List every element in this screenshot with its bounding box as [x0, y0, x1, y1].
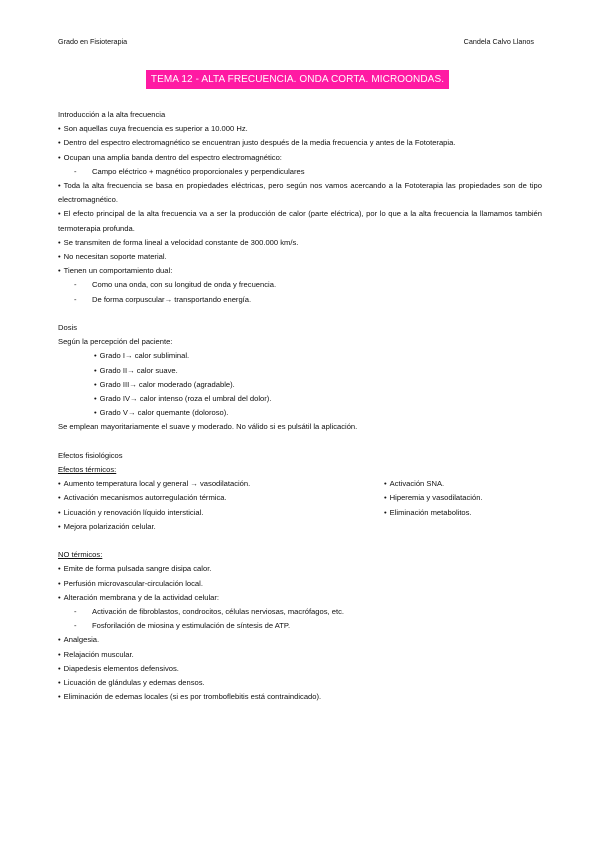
intro-bullet: • Ocupan una amplia banda dentro del espectro electromagnético:: [58, 151, 542, 165]
document-body: [58, 108, 542, 704]
no-termicos-item: • Diapedesis elementos defensivos.: [58, 662, 542, 676]
dosis-grade: • Grado V→ calor quemante (doloroso).: [58, 406, 542, 420]
intro-bullet: • El efecto principal de la alta frecuencia va a ser la producción de calor (parte eléctrica), por lo que a la alta frecuencia la llamamos también termoterapia profunda.: [58, 207, 542, 235]
dosis-heading: Dosis: [58, 323, 77, 333]
no-termicos-item: • Emite de forma pulsada sangre disipa calor.: [58, 562, 542, 576]
dosis-grade: • Grado III→ calor moderado (agradable).: [58, 378, 542, 392]
dosis-note: Se emplean mayoritariamente el suave y moderado. No válido si es pulsátil la aplicación.: [58, 422, 358, 432]
no-termicos-item: • Relajación muscular.: [58, 648, 542, 662]
document-title: TEMA 12 - ALTA FRECUENCIA. ONDA CORTA. MICROONDAS.: [146, 70, 449, 89]
no-termicos-subitem-text: Fosforilación de miosina y estimulación de síntesis de ATP.: [92, 621, 291, 631]
no-termicos-item: • Alteración membrana y de la actividad celular:: [58, 591, 542, 605]
intro-subitem-text: Como una onda, con su longitud de onda y frecuencia.: [92, 280, 277, 290]
termicos-item: • Activación SNA.: [384, 477, 542, 491]
no-termicos-subitem-text: Activación de fibroblastos, condrocitos, células nerviosas, macrófagos, etc.: [92, 607, 344, 617]
termicos-column-right: [384, 477, 542, 534]
intro-bullet: • Se transmiten de forma lineal a velocidad constante de 300.000 km/s.: [58, 236, 542, 250]
dash-marker: -: [74, 607, 77, 617]
intro-subitem-text: Campo eléctrico + magnético proporcionales y perpendiculares: [92, 166, 305, 176]
termicos-item: • Activación mecanismos autorregulación térmica.: [58, 491, 384, 505]
termicos-columns: [58, 477, 542, 534]
no-termicos-item: • Analgesia.: [58, 633, 542, 647]
no-termicos-subitem: [58, 605, 542, 619]
intro-subitem: [58, 165, 542, 179]
intro-bullet: • Tienen un comportamiento dual:: [58, 264, 542, 278]
intro-bullet: • Dentro del espectro electromagnético se encuentran justo después de la media frecuencia y antes de la Fototerapia.: [58, 136, 542, 150]
header-course: Grado en Fisioterapia: [58, 37, 128, 46]
dosis-grade: • Grado I→ calor subliminal.: [58, 349, 542, 363]
efectos-heading: Efectos fisiológicos: [58, 450, 123, 460]
dosis-intro: Según la percepción del paciente:: [58, 337, 173, 347]
termicos-item: • Hiperemia y vasodilatación.: [384, 491, 542, 505]
intro-bullet: • No necesitan soporte material.: [58, 250, 542, 264]
no-termicos-heading: NO térmicos:: [58, 550, 103, 560]
dosis-grade: • Grado IV→ calor intenso (roza el umbral del dolor).: [58, 392, 542, 406]
dosis-grade: • Grado II→ calor suave.: [58, 364, 542, 378]
dash-marker: -: [74, 294, 77, 304]
dash-marker: -: [74, 280, 77, 290]
intro-bullet: • Toda la alta frecuencia se basa en propiedades eléctricas, pero según nos vamos acercando a la Fototerapia las propiedades son de tipo electromagnético.: [58, 179, 542, 207]
no-termicos-item: • Perfusión microvascular-circulación local.: [58, 577, 542, 591]
termicos-column-left: [58, 477, 384, 534]
termicos-heading: Efectos térmicos:: [58, 465, 117, 475]
dash-marker: -: [74, 621, 77, 631]
intro-bullet: • Son aquellas cuya frecuencia es superior a 10.000 Hz.: [58, 122, 542, 136]
no-termicos-item: • Eliminación de edemas locales (si es por tromboflebitis está contraindicado).: [58, 690, 542, 704]
intro-subitem: [58, 278, 542, 292]
no-termicos-subitem: [58, 619, 542, 633]
termicos-item: • Aumento temperatura local y general → vasodilatación.: [58, 477, 384, 491]
no-termicos-item: • Licuación de glándulas y edemas densos.: [58, 676, 542, 690]
intro-subitem-text: De forma corpuscular→ transportando energía.: [92, 294, 252, 304]
intro-heading: Introducción a la alta frecuencia: [58, 110, 166, 119]
termicos-item: • Eliminación metabolitos.: [384, 506, 542, 520]
termicos-item: • Mejora polarización celular.: [58, 520, 384, 534]
header-author: Candela Calvo Llanos: [463, 37, 534, 46]
intro-subitem: [58, 293, 542, 307]
dash-marker: -: [74, 166, 77, 176]
termicos-item: • Licuación y renovación líquido intersticial.: [58, 506, 384, 520]
